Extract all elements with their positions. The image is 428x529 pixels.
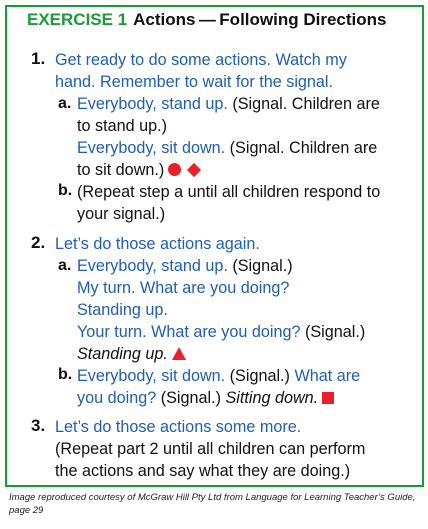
step-2b-line-1 [77,366,360,386]
step-3-line-3: the actions and say what they are doing.) [55,462,351,480]
step-2a-line-3: Standing up. [77,301,168,319]
step-2a-response: Standing up. [77,345,168,363]
step-2b-signal-2: (Signal.) [156,389,226,407]
step-2a-question: Your turn. What are you doing? [77,323,301,341]
step-2a-label: a. [58,257,72,274]
step-2-number: 2. [31,233,46,252]
step-2b-label: b. [58,366,73,383]
step-1a-label: a. [58,95,72,112]
step-2a-line-2: My turn. What are you doing? [77,279,290,297]
step-2b-response: Sitting down. [225,389,319,407]
step-1a-line-3 [77,138,377,158]
exercise-title [27,10,386,30]
step-1-line-2: hand. Remember to wait for the signal. [55,73,334,91]
step-1a-instruction: Everybody, stand up. [77,95,228,113]
step-2-line-1: Let’s do those actions again. [55,235,260,253]
step-1b-line-2: your signal.) [77,205,166,223]
red-diamond-icon [187,163,201,177]
step-1a-instruction-2: Everybody, sit down. [77,139,226,157]
step-2b-instruction: Everybody, sit down. [77,367,226,385]
step-2b-question: What are [294,367,361,385]
red-square-icon [322,392,334,404]
step-1a-line-4 [77,160,199,180]
step-2a-instruction: Everybody, stand up. [77,257,228,275]
step-2a-signal: (Signal.) [300,323,366,341]
step-1a-note-3: to sit down.) [77,161,165,179]
step-2a-line-4 [77,322,365,342]
step-3-number: 3. [31,416,46,435]
step-1b-line-1: (Repeat step a until all children respond to [77,183,381,201]
red-circle-icon [168,163,181,176]
step-2b-signal: (Signal.) [225,367,295,385]
step-1-line-1: Get ready to do some actions. Watch my [55,51,347,69]
image-credit-caption: Image reproduced courtesy of McGraw Hill Pty Ltd from Language for Learning Teacher’s Guide, page 29 [9,492,416,516]
step-3-line-1: Let’s do those actions some more. [55,418,302,436]
step-1-number: 1. [31,49,46,68]
red-triangle-icon [172,347,186,360]
step-2b-question-2: you doing? [77,389,157,407]
step-1a-note-2: (Signal. Children are [225,139,378,157]
step-1a-line-1 [77,94,380,114]
step-1a-line-2: to stand up.) [77,117,167,135]
step-2a-line-1 [77,256,293,276]
step-3-line-2: (Repeat part 2 until all children can perform [55,440,366,458]
step-1b-label: b. [58,182,73,199]
step-2a-line-5 [77,344,186,364]
step-2a-note: (Signal.) [227,257,293,275]
exercise-heading: Actions — Following Directions [133,10,387,29]
exercise-number: EXERCISE 1 [27,10,128,29]
step-2b-line-2 [77,388,334,408]
step-1a-note: (Signal. Children are [227,95,380,113]
